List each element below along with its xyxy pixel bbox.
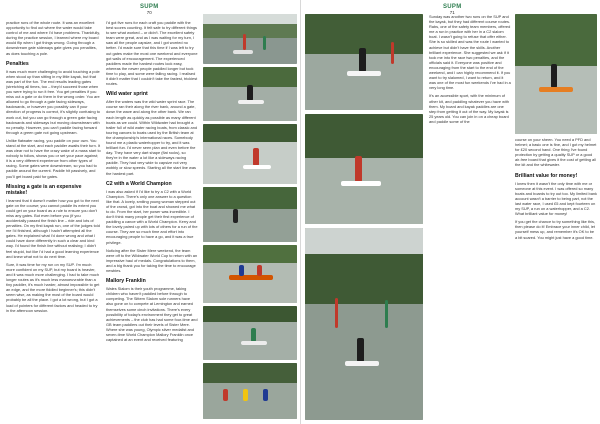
paragraph: Unlike flatwater racing, you paddle on your own. You stand at the start, and each paddler awaits their turn. It was clear not to have the crazy wake of a mass start to nobody to follow, shows you or set your pace against; it is a very different experience from other types of racing. Some gates were downstream, so you had to paddle around the current. Paddle hit passively, and you'll get board paid for gates. (6, 137, 101, 179)
heading-value: Brilliant value for money! (515, 172, 578, 179)
paragraph: I'd got five runs for each craft you paddle with the best scores counting. It felt safe to try different things to see what worked – or didn't. The excellent safety team were great, and as I was waiting for my turn, I saw all the people capsize, and I got worried no better. I'd made sure that this time if I was left to try out gates make the most one weekend and everyone got walls of encouragement. The experienced paddlers made the hardest routes look easy, whereas the newer people paddled longer but took time to play, and some were falling racing. I realised it didn't matter that I couldn't take the fastest, trickiest routes. (106, 20, 198, 87)
photo-slalom-course (305, 228, 423, 420)
right-page (300, 0, 600, 424)
heading-wild-water: Wild water sprint (106, 91, 148, 98)
paragraph: I was also asked if I'd like to try a C2 with a World Champion. There's only one answer to a question like that. A lovely, smiling young woman stepped out of the crowd, got into the boat and showed me what to do. From the start, her power was incredible. I don't think many people get their first experience of paddling a canoe with a World Champion. Kerry and the lovely paired up with lots of others for a run of the course. They are so much time and effort into encouraging people to have a go, and it was a true privilege. (106, 188, 198, 245)
paragraph: practice runs of the whole route. It was an excellent opportunity to find out where the water would take control of me and where I'd have problems. Thankfully, during the practice session, I learned where my board would flip when I got things wrong. Going through a downstream gate sideways gate gives you penalties, as does touching a pole. (6, 20, 101, 56)
heading-penalties: Penalties (6, 60, 29, 67)
photo-sprint (203, 306, 297, 360)
heading-c2: C2 with a World Champion (106, 180, 172, 187)
paragraph: I learned that it doesn't matter how you got to the next gate on the course; you cannot paddle its extent you could get on your board as a rule to ensure you don't miss any gates. But even before you (if you accidentally passed the finish line – ride and lots of penalties. On my first kayak run, one of the judges told me I'd finished, although I hadn't attempted all the gates. He explained what I'd done wrong and what I could have done differently in such a clear and kind way. I'd found the finish line without realising; I didn't feel stupid, but like I'd had a good learning experience and knew what not to do next time. (6, 197, 100, 259)
page-number: 71 (449, 10, 455, 15)
photo-paddleboarder-gate (305, 14, 423, 110)
heading-missing-gate: Missing a gate is an expensive mistake! (6, 183, 82, 196)
left-column-1 (6, 20, 101, 316)
page-header (140, 4, 159, 15)
right-column-2 (515, 14, 597, 243)
paragraph: Sunday was another two runs on the SUP and the kayak, but they had different course routes. Rabs, one of the safety team members, offered me a run in practice with her in a C2 slalom boat. I wasn't going to refuse that offer either. She is so skilled and was the route I wanted to achieve but didn't have the skills. Another brilliant experience. She suggested we ask if it took me into the race two penalties, and the officials said it. Everyone was positive and encouraging from the start to the end of the weekend, and I can highly recommend it. If you want to try slalomed, I want to return, and it was one of the most fun weekends I've had in a very long time. (429, 14, 511, 91)
paragraph: After the waters was the wild water sprint race. The course ran their along the river bank, around a gate, down the wave and along the other bank. We ran each length as quickly as possible as many different boats as we could. Within Wildwater had brought a trailer full of wild water racing boats, from classic and touring canoes to boats used by the British team at the championship's international races. Somebody found me a plastic waterhopper to try, and it was brilliant fun. I'd never seen plan and even before the day. They have very dart shape (flat rocks), so they're in the water a lot like a sideways racing paddle. They had very wide to capsize not very wobbly or slow speeds. Starting all the start line was the hardest part. (106, 99, 198, 176)
paragraph: Sure, it was time for my run on my SUP. I'm much more confident on my SUP, but my board is heavier, and it was much more challenging. I had to take much longer routes as it's much less manoeuvrable than a tiny paddler, it's much harder, almost impossible to get an edge, and the more fiddled beginner's; this didn't seem wise, as making the most of the board would probably be all the place. I got a lot wrong, but I got a load of pointers for different factors and headed to try in the afternoon session. (6, 261, 100, 313)
left-column-2 (106, 20, 198, 345)
photo-paddler-river (203, 67, 297, 121)
paragraph: Wales Slalom is their youth programme, taking children who haven't paddled before through to competing. The Sittern Slalom sole runners have also gone on to compete at Lemington and earned themselves some cinch invitations. There's every possibility of today's environment they get to great achievements – the club has had some four-time and GB team paddlers out their levels of Sister Mere. Where she was young, Olympic silver medalist and seven-time World Champion Mallory Franklin once captained at an event and received featuring (106, 286, 198, 343)
photo-whitewater (203, 124, 297, 184)
paragraph: Noticing after the Sister Mere weekend, the team were off to the Wildwater World Cup to return with an impressive haul of medals. Congratulations to them, and a big thank you for taking the time to encourage newbies. (106, 247, 198, 274)
paragraph: If you get the chance to try something like this, then please do it! Embrace your inner child, let yourself mess up, and remember it's OK to be a bit scared. You might just have a good time. (515, 219, 596, 240)
photo-slalom-gates (203, 14, 297, 64)
paragraph: It's an accessible sport, with the minimum of other kit, and paddling whatever you have with them. My board and kayak paddles are one step from getting it out of the way. My kayak is 25 years old. You can join in on a cheap board and paddle some of the (429, 93, 510, 124)
paragraph: I knew then it wasn't the only time with me or someone at this event. I was offered so many boats and boards to try out too. My limited bank account wasn't a barrier to being part, not the last water race, I used £5 and kept fourteen on my SUP, a run on a waterhopper, and a C2. What brilliant value for money! (515, 180, 597, 217)
photo-kayak-flatwater (515, 14, 597, 134)
page-number: 70 (146, 10, 152, 15)
paragraph: course on your sheen. You need a PFD and helmet; a basic one is fine, and I got my helmet for £20 second hand. One thing I've found protection by getting a quality SUP or a good air-free board that gives it the cost of getting all the kit and the whitewater. (515, 137, 597, 168)
photo-canoe (203, 245, 297, 303)
magazine-brand: SUPM (443, 4, 462, 10)
right-column-1 (429, 14, 511, 127)
magazine-brand: SUPM (140, 4, 159, 10)
paragraph: It was much more challenging to avoid touching a pole when stood up than sitting in my little kayak, but that was part of the fun. The end results leading gates (stretching all times, too – they'd succeed those when you were trying to run it free. You get penalties if you miss out a gate or do them in the wrong order. You are allowed to go through a gate facing sideways, backwards, or however you possibly can if your direction of progress is correct, it's slightly confusing to work out, but you can go through a green gate facing backwards and sideways but moving downstream with no penalty. However, you can't paddle facing forward through a green gate not going upstream. (6, 68, 100, 135)
photo-sup-river (305, 114, 423, 224)
heading-mallory: Mallory Franklin (106, 278, 146, 285)
photo-group (203, 363, 297, 419)
photo-riverbank (203, 187, 297, 242)
